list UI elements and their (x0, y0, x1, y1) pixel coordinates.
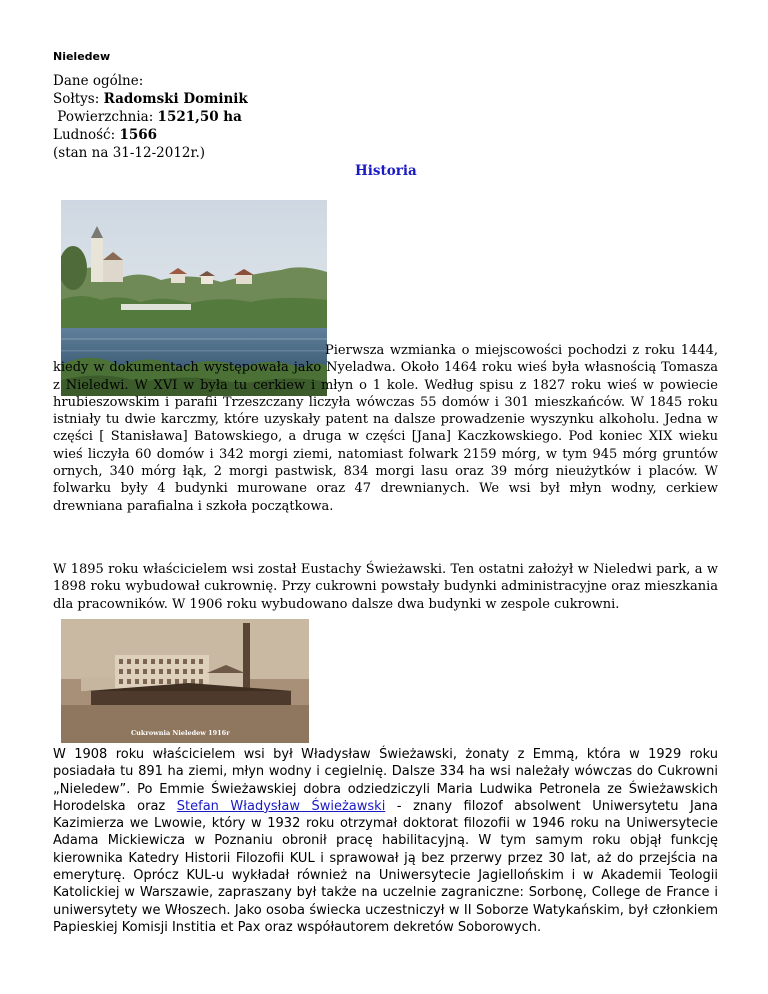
history-paragraph-2 (53, 561, 718, 613)
as-of-date: (stan na 31-12-2012r.) (53, 145, 206, 161)
population-line (53, 126, 718, 144)
page-title: Nieledew (53, 50, 111, 63)
area-value: 1521,50 ha (157, 109, 242, 125)
document-page (53, 50, 719, 935)
population-label: Ludność: (53, 127, 120, 143)
history-heading: Historia (355, 163, 417, 179)
area-label: Powierzchnia: (53, 109, 158, 125)
paragraph-2-text: W 1895 roku właścicielem wsi został Eustachy Świeżawski. Ten ostatni założył w Nieledwi park, a w 1898 roku wybudował cukrownię. Przy cukrowni powstały budynki administracyjne oraz mieszkania dla pracowników. W 1906 roku wybudowano dalsze dwa budynki w zespole cukrowni. (53, 562, 718, 612)
swiezawski-link[interactable]: Stefan Władysław Świeżawski (176, 798, 386, 814)
paragraph-1-text: Pierwsza wzmianka o miejscowości pochodzi z roku 1444, kiedy w dokumentach występowała jako Nyeladwa. Około 1464 roku wieś była własnością Tomasza z Nieledwi. W XVI w była tu cerkiew i młyn o 1 kole. Według spisu z 1827 roku wieś w powiecie hrubieszowskim i parafii Trzeszczany liczyła wówczas 55 domów i 301 mieszkańców. W 1845 roku istniały tu dwie karczmy, które uzyskały patent na dalsze prowadzenie wyszynku alkoholu. Jedna w części [ Stanisława] Batowskiego, a druga w części [Jana] Kaczkowskiego. Pod koniec XIX wieku wieś liczyła 60 domów i 342 morgi ziemi, natomiast folwark 2159 mórg, w tym 945 mórg gruntów ornych, 340 mórg łąk, 2 morgi pastwisk, 834 morgi lasu oraz 39 mórg nieużytków i placów. W folwarku były 4 budynki murowane oraz 47 drewnianych. We wsi był młyn wodny, cerkiew drewniana parafialna i szkoła początkowa. (53, 343, 718, 514)
area-line (53, 108, 718, 126)
paragraph-3-text-a: W 1908 roku właścicielem wsi był Władysław Świeżawski, żonaty z Emmą, która w 1929 roku posiadała tu 891 ha ziemi, młyn wodny i cegielnię. Dalsze 334 ha wsi należały wówczas do Cukrowni „Nieledew”. Po Emmie Świeżawskiej dobra odziedziczyli Maria Ludwika Petronela ze Świeżawskich Horodelska oraz (53, 747, 718, 814)
factory-photo-caption: Cukrownia Nieledew 1916r (131, 729, 230, 737)
soltys-value: Radomski Dominik (103, 91, 248, 107)
sugar-factory-photo (61, 619, 309, 743)
population-value: 1566 (119, 127, 158, 143)
history-heading-wrap (53, 162, 718, 192)
soltys-label: Sołtys: (53, 91, 104, 107)
general-label: Dane ogólne: (53, 73, 144, 89)
paragraph-3-text-b: - znany filozof absolwent Uniwersytetu Jana Kazimierza we Lwowie, który w 1932 roku otrzymał doktorat filozofii w 1946 roku na Uniwersytecie Adama Mickiewicza w Poznaniu obronił pracę habilitacyjną. W tym samym roku objął funkcję kierownika Katedry Historii Filozofii KUL i sprawował ją bez przerwy przez 30 lat, aż do przejścia na emeryturę. Oprócz KUL-u wykładał również na Uniwersytecie Jagiellońskim i w Akademii Teologii Katolickiej w Warszawie, zapraszany był także na uczelnie zagraniczne: Sorbonę, College de France i uniwersytety we Włoszech. Jako osoba świecka uczestniczył w II Soborze Watykańskim, był członkiem Papieskiej Komisji Institia et Pax oraz współautorem dekretów Soborowych. (53, 798, 719, 935)
history-paragraph-1 (53, 342, 718, 515)
history-paragraph-3 (53, 746, 718, 936)
general-info (53, 72, 718, 162)
soltys-line (53, 90, 718, 108)
